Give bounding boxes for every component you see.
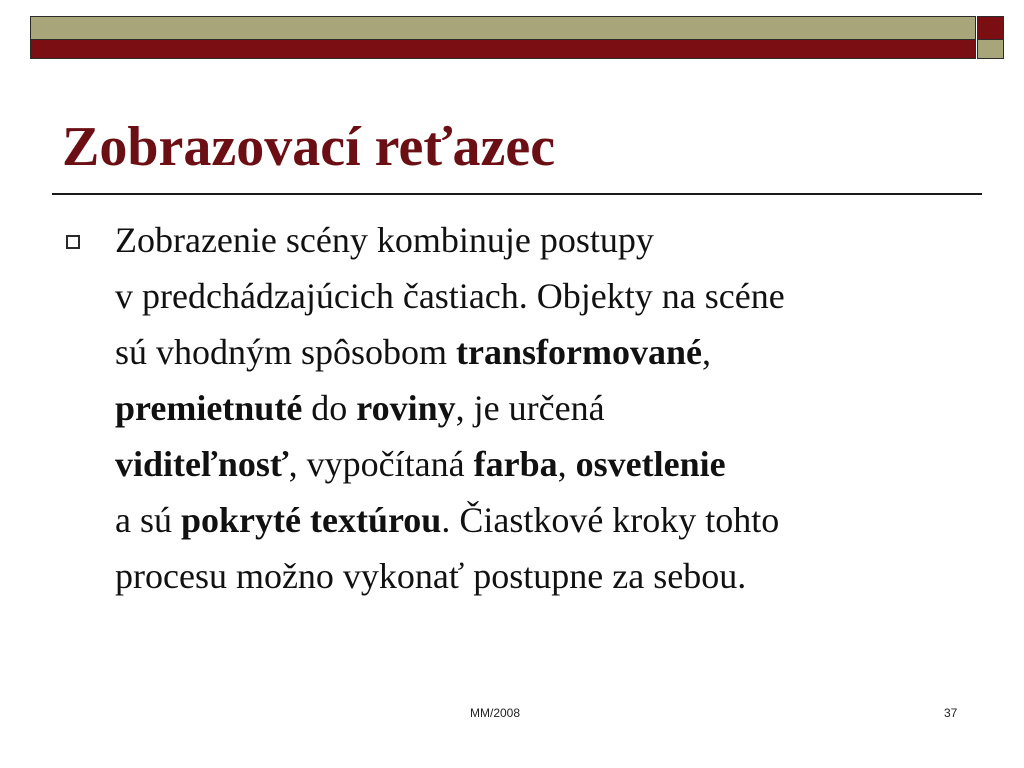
text-run: do xyxy=(302,388,357,428)
footer-page-number: 37 xyxy=(944,706,958,720)
header-bar-olive xyxy=(30,16,976,40)
bold-term-viditelnost: viditeľnosť xyxy=(115,444,289,484)
text-run: v predchádzajúcich častiach. Objekty na scéne xyxy=(115,276,785,316)
header-square-olive xyxy=(977,40,1004,59)
text-run: , xyxy=(702,332,711,372)
slide-title: Zobrazovací reťazec xyxy=(62,116,556,178)
bullet-line-6 xyxy=(115,492,995,548)
bullet-line-5 xyxy=(115,436,995,492)
text-run: , xyxy=(557,444,576,484)
hollow-square-bullet-icon xyxy=(66,235,80,249)
text-run: a sú xyxy=(115,500,181,540)
text-run: , je určená xyxy=(455,388,605,428)
bold-term-farba: farba xyxy=(473,444,558,484)
text-run: Zobrazenie scény kombinuje postupy xyxy=(115,220,654,260)
footer-date-label: MM/2008 xyxy=(470,706,521,720)
text-run: sú vhodným spôsobom xyxy=(115,332,457,372)
bold-term-transformovane: transformované xyxy=(456,332,702,372)
bullet-line-7 xyxy=(115,548,995,604)
bullet-line-3 xyxy=(115,324,995,380)
text-run: , vypočítaná xyxy=(288,444,474,484)
bold-term-osvetlenie: osvetlenie xyxy=(575,444,726,484)
bullet-paragraph xyxy=(115,212,995,604)
bullet-line-2 xyxy=(115,268,995,324)
text-run: procesu možno vykonať postupne za sebou. xyxy=(115,556,747,596)
header-decoration xyxy=(30,16,1004,59)
bullet-line-1 xyxy=(115,212,995,268)
bold-term-roviny: roviny xyxy=(356,388,456,428)
bold-term-premietnute: premietnuté xyxy=(115,388,303,428)
text-run: . Čiastkové kroky tohto xyxy=(441,500,780,540)
bullet-line-4 xyxy=(115,380,995,436)
header-square-maroon xyxy=(977,16,1004,40)
title-divider xyxy=(52,193,982,195)
header-bar-maroon xyxy=(30,40,976,59)
bold-term-pokryte-texturou: pokryté textúrou xyxy=(181,500,442,540)
